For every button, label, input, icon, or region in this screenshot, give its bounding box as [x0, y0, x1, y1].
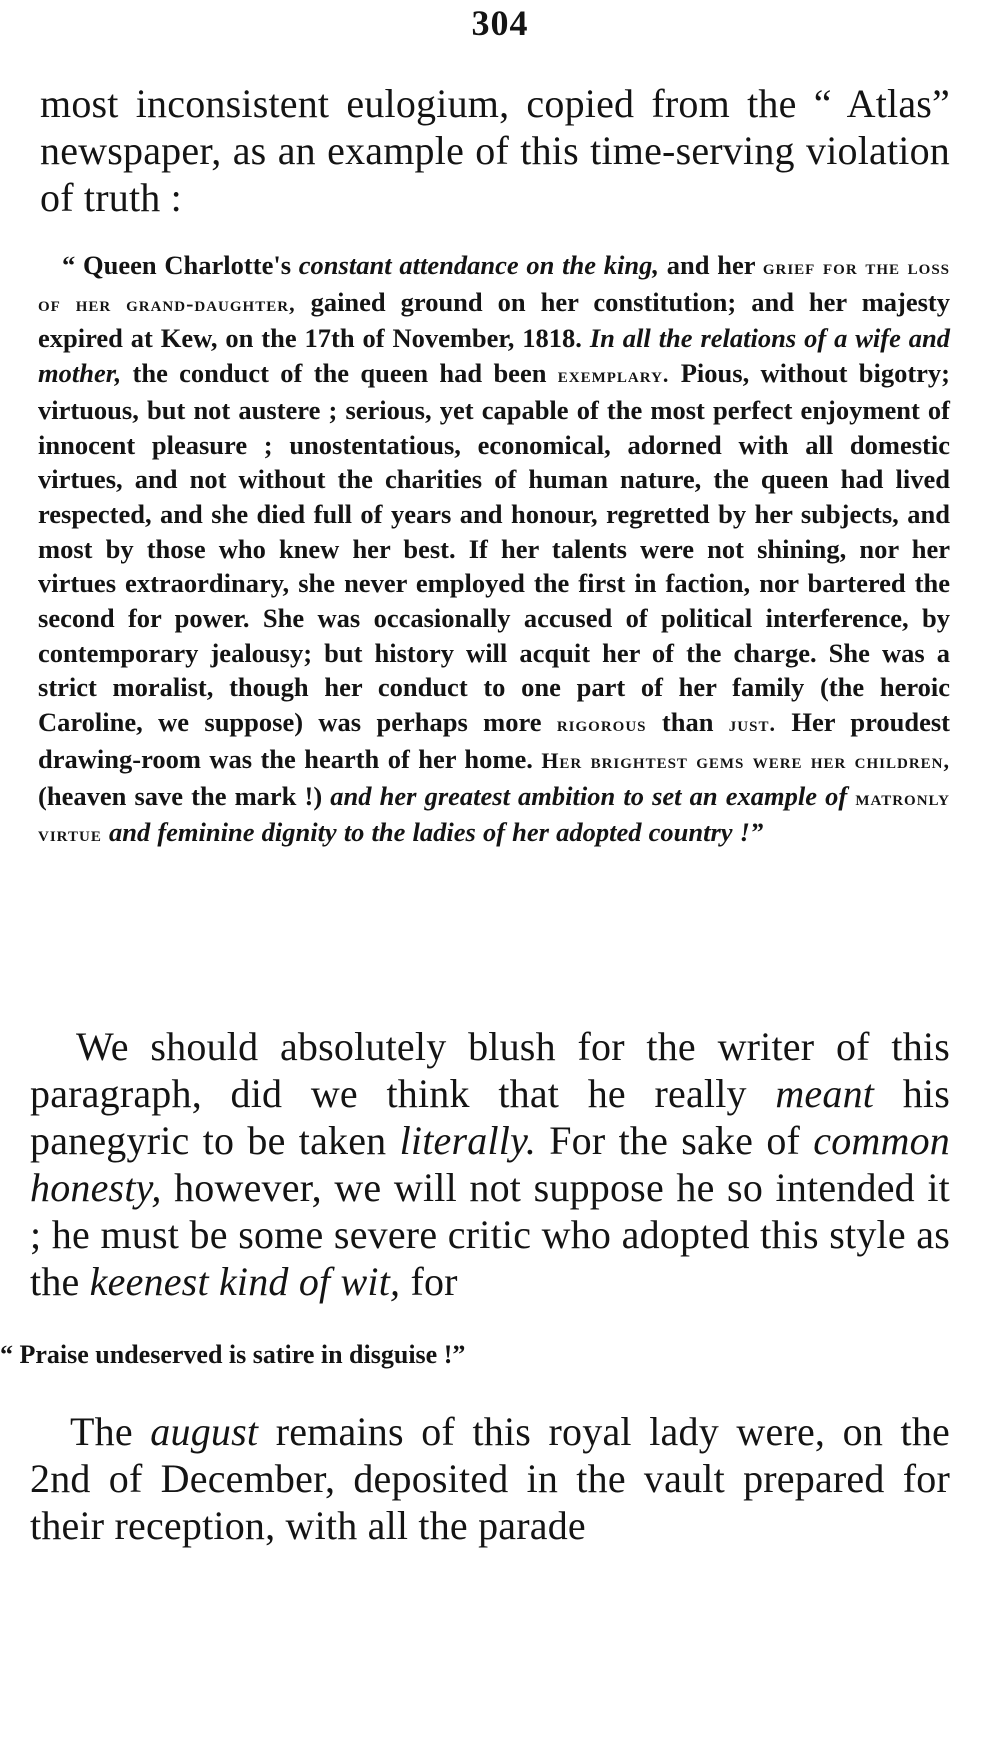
paragraph-funeral	[30, 1408, 950, 1549]
commentary-italic: literally.	[399, 1118, 537, 1163]
commentary-text: For the sake of	[536, 1118, 814, 1163]
quote-small-caps: grief for the loss of her grand-daughter,	[38, 254, 951, 316]
quote-text: the conduct of the queen had been	[121, 358, 558, 389]
funeral-text: remains of this royal lady were, on the 2nd of December, deposited in the vault prepared for their reception, with all the parade	[30, 1409, 950, 1548]
commentary-text: his panegyric to be taken	[30, 1071, 950, 1163]
quote-small-caps: Her brightest gems were her children,	[541, 747, 950, 773]
paragraph-commentary	[30, 1023, 950, 1305]
quote-small-caps: rigorous	[556, 711, 647, 737]
quote-text: Her proudest drawing-room was the hearth of her home.	[38, 707, 950, 774]
commentary-text: for	[400, 1259, 458, 1304]
quote-text: (heaven save the mark !)	[38, 780, 331, 811]
commentary-italic: common honesty,	[30, 1118, 950, 1210]
commentary-italic: keenest kind of wit,	[89, 1259, 401, 1304]
quote-small-caps: matronly virtue	[38, 784, 950, 847]
quoted-couplet: “ Praise undeserved is satire in disguise !”	[0, 1340, 466, 1369]
quote-text: Pious, without bigotry; virtuous, but not austere ; serious, yet capable of the most perfect enjoyment of innocent pleasure ; unostentatious, economical, adorned with all domestic virtues, and not without the charities of human nature, the queen had lived respected, and she died full of years and honour, regretted by her subjects, and most by those who knew her best. If her talents were not shining, nor her virtues extraordinary, she never employed the first in faction, nor bartered the second for power. She was occasionally accused of political interference, by contemporary jealousy; but history will acquit her of the charge. She was a strict moralist, though her conduct to one part of her family (the heroic Caroline, we suppose) was perhaps more	[38, 358, 950, 738]
funeral-text: The	[70, 1409, 151, 1454]
commentary-italic: meant	[775, 1071, 875, 1116]
quote-italic: and feminine dignity to the ladies of her adopted country !”	[101, 817, 764, 848]
quote-italic: and her greatest ambition to set an example of	[330, 780, 856, 811]
quote-text: than	[646, 707, 729, 738]
quote-italic: In all the relations of a wife and mother,	[38, 323, 950, 389]
quoted-eulogium	[38, 248, 950, 852]
paragraph-intro-text: most inconsistent eulogium, copied from the “ Atlas” newspaper, as an example of this time-serving violation of truth :	[40, 81, 950, 220]
quote-small-caps: just.	[728, 711, 776, 737]
paragraph-intro	[40, 80, 950, 221]
quote-text: gained ground on her constitution; and her majesty expired at Kew, on the 17th of November, 1818.	[38, 286, 950, 354]
commentary-text: however, we will not suppose he so intended it ; he must be some severe critic who adopted this style as the	[30, 1165, 950, 1304]
quote-small-caps: exemplary.	[557, 362, 670, 388]
commentary-text: We should absolutely blush for the writer of this paragraph, did we think that he really	[30, 1024, 950, 1116]
quote-italic: constant attendance on the king,	[298, 250, 659, 280]
funeral-italic: august	[150, 1409, 259, 1454]
quote-text: “ Queen Charlotte's	[62, 250, 299, 280]
quote-text: and her	[659, 250, 763, 280]
page-number: 304	[471, 3, 529, 43]
